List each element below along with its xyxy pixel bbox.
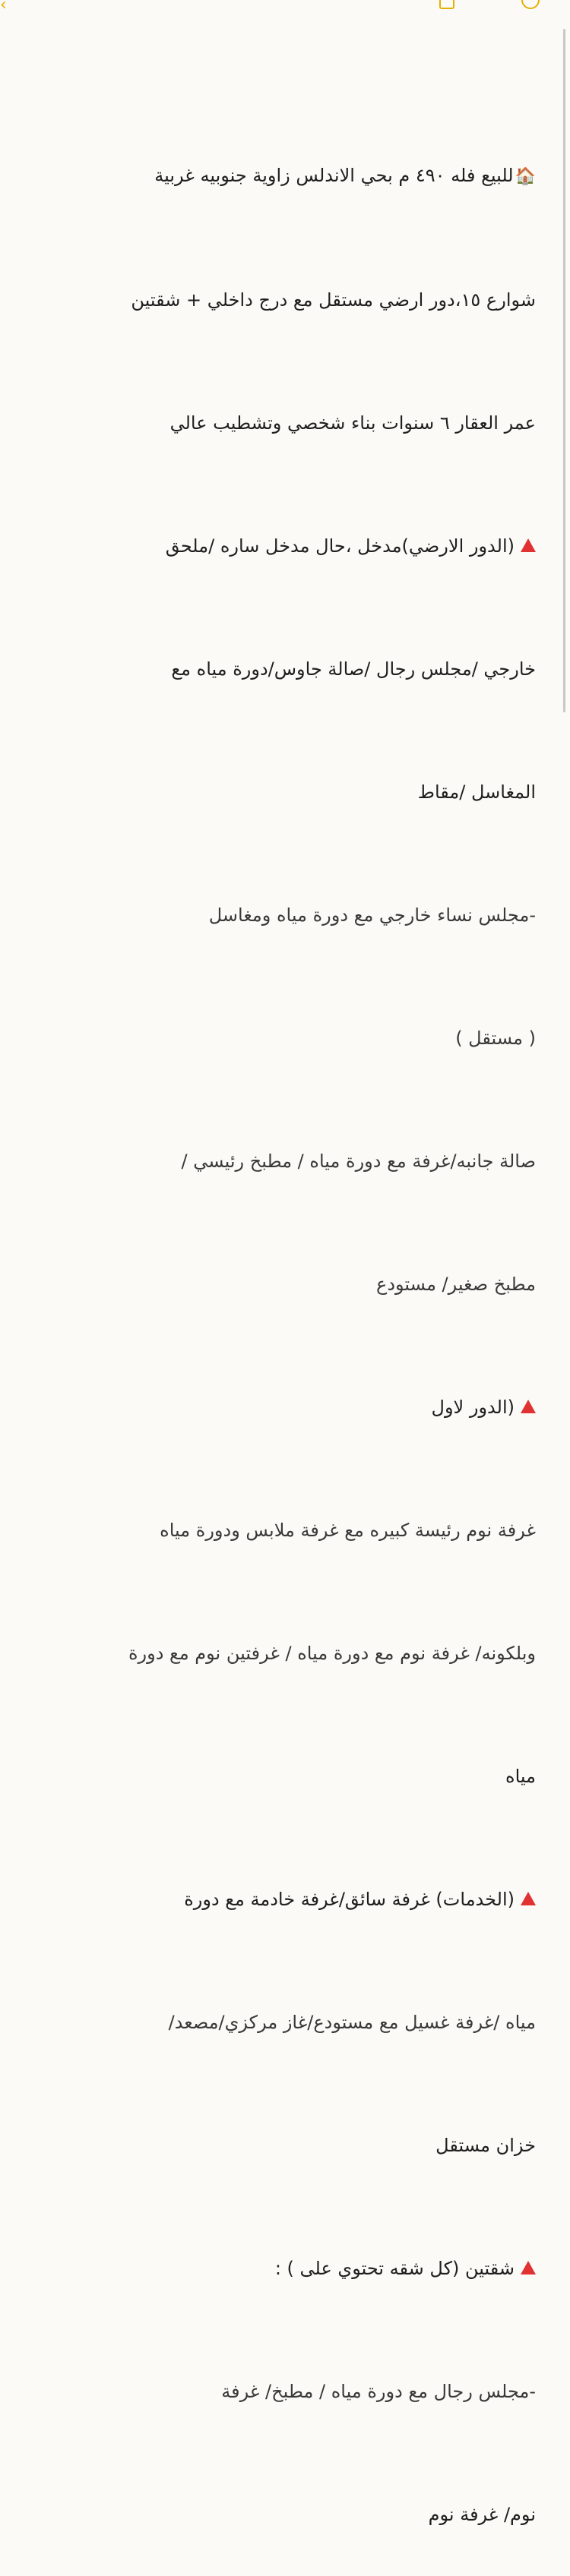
listing-line-12: غرفة نوم رئيسة كبيره مع غرفة ملابس ودورة مياه (160, 1520, 536, 1541)
top-title (175, 0, 403, 6)
listing-line-14: مياه (505, 1766, 536, 1787)
section-apartments: شقتين (كل شقه تحتوي على ) : (30, 2248, 536, 2289)
section-first-floor: (الدور لاول (30, 1387, 536, 1428)
listing-line-8: ( مستقل ) (455, 1028, 536, 1049)
listing-line-6: المغاسل /مقاط (417, 781, 536, 803)
listing-line-17: خزان مستقل (435, 2135, 536, 2156)
red-triangle-icon (521, 1400, 536, 1413)
listing-text (30, 73, 536, 2576)
listing-line-20: نوم/ غرفة نوم (428, 2504, 536, 2525)
listing-line-2: شوارع ١٥،دور ارضي مستقل مع درج داخلي + شقتين (131, 289, 536, 311)
circle-icon[interactable] (521, 0, 540, 9)
house-icon: 🏠 (515, 167, 536, 186)
red-triangle-icon (521, 538, 536, 552)
section-ground-floor: (الدور الارضي)مدخل ،حال مدخل ساره /ملحق (30, 526, 536, 567)
listing-line-13: وبلكونه/ غرفة نوم مع دورة مياه / غرفتين نوم مع دورة (128, 1643, 536, 1664)
listing-line-19: -مجلس رجال مع دورة مياه / مطبخ/ غرفة (221, 2381, 536, 2402)
listing-line-1: 🏠للبيع فله ٤٩٠ م بحي الاندلس زاوية جنوبيه غربية (154, 165, 536, 186)
scrollbar[interactable] (563, 29, 565, 712)
document-icon[interactable] (439, 0, 454, 9)
listing-line-10: مطبخ صغير/ مستودع (376, 1274, 536, 1295)
top-bar (0, 0, 570, 30)
back-arrow-icon[interactable]: ‹ (0, 0, 7, 14)
red-triangle-icon (521, 2261, 536, 2275)
section-services: (الخدمات) غرفة سائق/غرفة خادمة مع دورة (30, 1879, 536, 1920)
listing-line-7: -مجلس نساء خارجي مع دورة مياه ومغاسل (208, 904, 536, 926)
listing-line-3: عمر العقار ٦ سنوات بناء شخصي وتشطيب عالي (169, 412, 536, 434)
listing-line-9: صالة جانبه/غرفة مع دورة مياه / مطبخ رئيسي / (181, 1151, 536, 1172)
listing-line-5: خارجي /مجلس رجال /صالة جاوس/دورة مياه مع (171, 658, 536, 680)
red-triangle-icon (521, 1892, 536, 1905)
listing-line-16: مياه /غرفة غسيل مع مستودع/غاز مركزي/مصعد/ (168, 2012, 536, 2033)
